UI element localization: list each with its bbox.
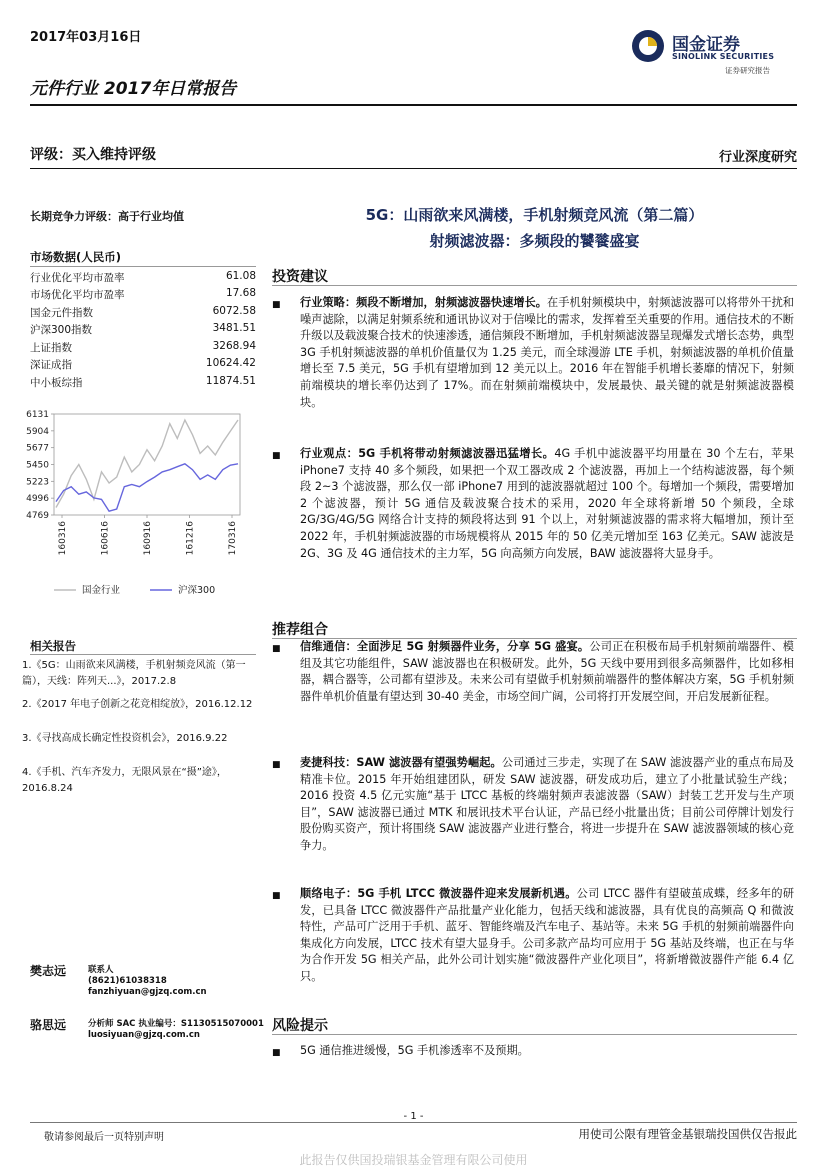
section-title-portfolio: 推荐组合 <box>272 622 328 638</box>
market-row: 国金元件指数 6072.58 <box>30 305 256 319</box>
index-line-chart <box>18 408 256 608</box>
watermark: 此报告仅供国投瑞银基金管理有限公司使用 <box>299 1153 528 1167</box>
market-row: 深证成指 10624.42 <box>30 357 256 371</box>
header-rule <box>30 104 797 106</box>
bullet-icon: ■ <box>272 891 281 901</box>
bullet-icon: ■ <box>272 1048 281 1058</box>
bullet-icon: ■ <box>272 644 281 654</box>
market-data-rule <box>30 266 256 267</box>
footer-disclaimer: 敬请参阅最后一页特别声明 <box>44 1132 164 1143</box>
paragraph-sunlord: 顺络电子：5G 手机 LTCC 微波器件迎来发展新机遇。公司 LTCC 器件有望破茧成蝶，经多年的研发，已具备 LTCC 微波器件产品批量产业化能力，包括天线和滤波器，具有优良的高频高 Q 和微波特性，产品可广泛用于手机、蓝牙、智能终端及汽车电子、基站等。未来 5G 手机的射频前端器件向集成化方向发展，LTCC 技术有望大显身手。公司多款产品均可应用于 5G 基站及终端，也正在与华为合作开发 5G 相关产品，此外公司计划实施“微波器件产业化项目”，将新增微波器件产能 6.4 亿只。 <box>300 887 795 983</box>
chart-x-tick-label: 160916 <box>143 521 153 556</box>
main-subtitle: 射频滤波器：多频段的饕餮盛宴 <box>429 232 640 250</box>
section-title-risk: 风险提示 <box>272 1018 328 1034</box>
footer-rule <box>30 1122 797 1123</box>
related-report-item: 2.《2017 年电子创新之花竞相绽放》，2016.12.12 <box>22 699 253 710</box>
logo-subtitle: 证券研究报告 <box>725 66 770 75</box>
chart-x-tick-label: 161216 <box>185 521 196 556</box>
paragraph-sunway: 信维通信：全面涉足 5G 射频器件业务，分享 5G 盛宴。公司正在积极布局手机射频前端器件、模组及其它功能组件，SAW 滤波器也在积极研发。此外，5G 天线中要用到很多高频器件，比如移相器，耦合器等，公司都有望涉及。未来公司有望做手机射频前端器件的整体解决方案，5G 手机射频器件单机价值量有望达到 30-40 美金，市场空间广阔，公司将打开发展空间，开启发展新征程。 <box>300 640 794 703</box>
sinolink-logo-icon <box>630 26 670 66</box>
chart-x-tick-label: 160616 <box>100 521 111 556</box>
analyst-name: 骆思远 <box>30 1018 67 1032</box>
analyst-info: 分析师 SAC 执业编号：S1130515070001 luosiyuan@gjzq.com.cn <box>88 1019 264 1040</box>
market-row: 沪深300指数 3481.51 <box>30 322 256 336</box>
rating-label: 评级：买入维持评级 <box>30 147 156 163</box>
market-row: 行业优化平均市盈率 61.08 <box>30 270 256 284</box>
bullet-icon: ■ <box>272 300 281 310</box>
chart-series-line-1 <box>56 464 238 511</box>
report-series-title: 元件行业 2017年日常报告 <box>30 79 237 99</box>
section-rule <box>272 285 797 286</box>
report-date: 2017年03月16日 <box>30 30 142 45</box>
market-data-title: 市场数据(人民币) <box>30 250 122 264</box>
related-report-item: 4.《手机、汽车齐发力，无限风景在“摄”途》，2016.8.24 <box>22 767 227 794</box>
logo-en: SINOLINK SECURITIES <box>672 52 775 61</box>
research-category: 行业深度研究 <box>718 150 797 165</box>
chart-x-tick-label: 170316 <box>228 521 238 556</box>
section-title-investment: 投资建议 <box>272 269 328 285</box>
related-report-item: 1.《5G：山雨欲来风满楼，手机射频竞风流（第一篇），天线：阵列天...》，2017.2.8 <box>22 660 246 687</box>
chart-y-tick-label: 5677 <box>26 443 49 454</box>
chart-series-line-0 <box>56 420 238 508</box>
rating-rule <box>30 168 797 169</box>
related-reports-rule <box>30 654 256 655</box>
footer-usage-note: 用使司公限有理管金基银瑞投国供仅告报此 <box>578 1127 797 1141</box>
related-reports-title: 相关报告 <box>30 639 76 653</box>
paragraph-industry-view: 行业观点：5G 手机将带动射频滤波器迅猛增长。4G 手机中滤波器平均用量在 30 个左右，苹果 iPhone7 支持 40 多个频段，如果把一个双工器改成 2 个滤波器，再加上一个结构滤波器，每个频段 2~3 个滤波器，那么仅一部 iPhone7 用到的滤波器就超过 100 个。每增加一个频段，需要增加 2 个滤波器，预计 5G 通信及载波聚合技术的采用，2020 年全球将新增 50 个频段，全球 2G/3G/4G/5G 网络合计支持的频段将达到 91 个以上，对射频滤波器的需求将大幅增加，预计至 2022 年，手机射频滤波器的市场规模将从 2015 年的 50 亿美元增加至 163 亿美元。SAW 滤波是 2G、3G 及 4G 通信技术的主力军，5G 向高频方向发展，BAW 滤波器将大显身手。 <box>300 447 794 560</box>
main-title: 5G：山雨欲来风满楼，手机射频竞风流（第二篇） <box>365 206 704 224</box>
paragraph-microgate: 麦捷科技：SAW 滤波器有望强势崛起。公司通过三步走，实现了在 SAW 滤波器产业的重点布局及精准卡位。2015 年开始组建团队，研发 SAW 滤波器，研发成功后，建立了小批量试验生产线；2016 投资 4.5 亿元实施“基于 LTCC 基板的终端射频声表滤波器（SAW）封装工艺开发与生产项目”，SAW 滤波器已通过 MTK 和展讯技术平台认证，产品已经小批量出货；目前公司停牌计划发行股份购买资产，预计将围绕 SAW 滤波器产业进行整合，将进一步提升在 SAW 滤波器领域的核心竞争力。 <box>300 756 795 852</box>
chart-y-tick-label: 5904 <box>26 426 49 437</box>
market-row: 市场优化平均市盈率 17.68 <box>30 287 256 301</box>
chart-y-tick-label: 5223 <box>26 477 49 488</box>
related-report-item: 3.《寻找高成长确定性投资机会》，2016.9.22 <box>22 733 228 744</box>
competitiveness-rating: 长期竞争力评级：高于行业均值 <box>30 210 184 223</box>
page-number: - 1 - <box>403 1111 424 1122</box>
paragraph-risk: 5G 通信推进缓慢，5G 手机渗透率不及预期。 <box>300 1044 529 1057</box>
bullet-icon: ■ <box>272 451 281 461</box>
analyst-info: 联系人 (8621)61038318 fanzhiyuan@gjzq.com.cn <box>88 965 207 997</box>
bullet-icon: ■ <box>272 760 281 770</box>
logo-cn: 国金证券 <box>672 35 740 55</box>
paragraph-industry-strategy: 行业策略：频段不断增加，射频滤波器快速增长。在手机射频模块中，射频滤波器可以将带外干扰和噪声滤除，以满足射频系统和通讯协议对于信噪比的需求，发挥着至关重要的作用。通信技术的不断升级以及载波聚合技术的快速渗透，通信频段不断增加，手机射频滤波器呈现爆发式增长态势，典型 3G 手机射频滤波器的单机价值量仅为 1.25 美元，而全球漫游 LTE 手机，射频滤波器的单机价值量增长至 7.5 美元，5G 手机有望增加到 12 美元以上。2016 年在智能手机增长萎靡的情况下，射频前端模块的增长率仍达到了 17%。而在射频前端模块中，发展最快、最关键的就是射频滤波器模块。 <box>300 296 794 409</box>
chart-legend-label: 国金行业 <box>82 585 121 596</box>
chart-y-tick-label: 6131 <box>26 410 49 420</box>
chart-legend-label: 沪深300 <box>178 585 216 596</box>
market-row: 中小板综指 11874.51 <box>30 375 256 389</box>
analyst-name: 樊志远 <box>30 964 67 978</box>
chart-y-tick-label: 4769 <box>26 511 49 521</box>
chart-y-tick-label: 4996 <box>26 494 49 505</box>
section-rule <box>272 1034 797 1035</box>
market-row: 上证指数 3268.94 <box>30 340 256 354</box>
chart-y-tick-label: 5450 <box>26 460 49 471</box>
chart-plot-frame <box>54 414 240 515</box>
chart-x-tick-label: 160316 <box>58 521 68 556</box>
